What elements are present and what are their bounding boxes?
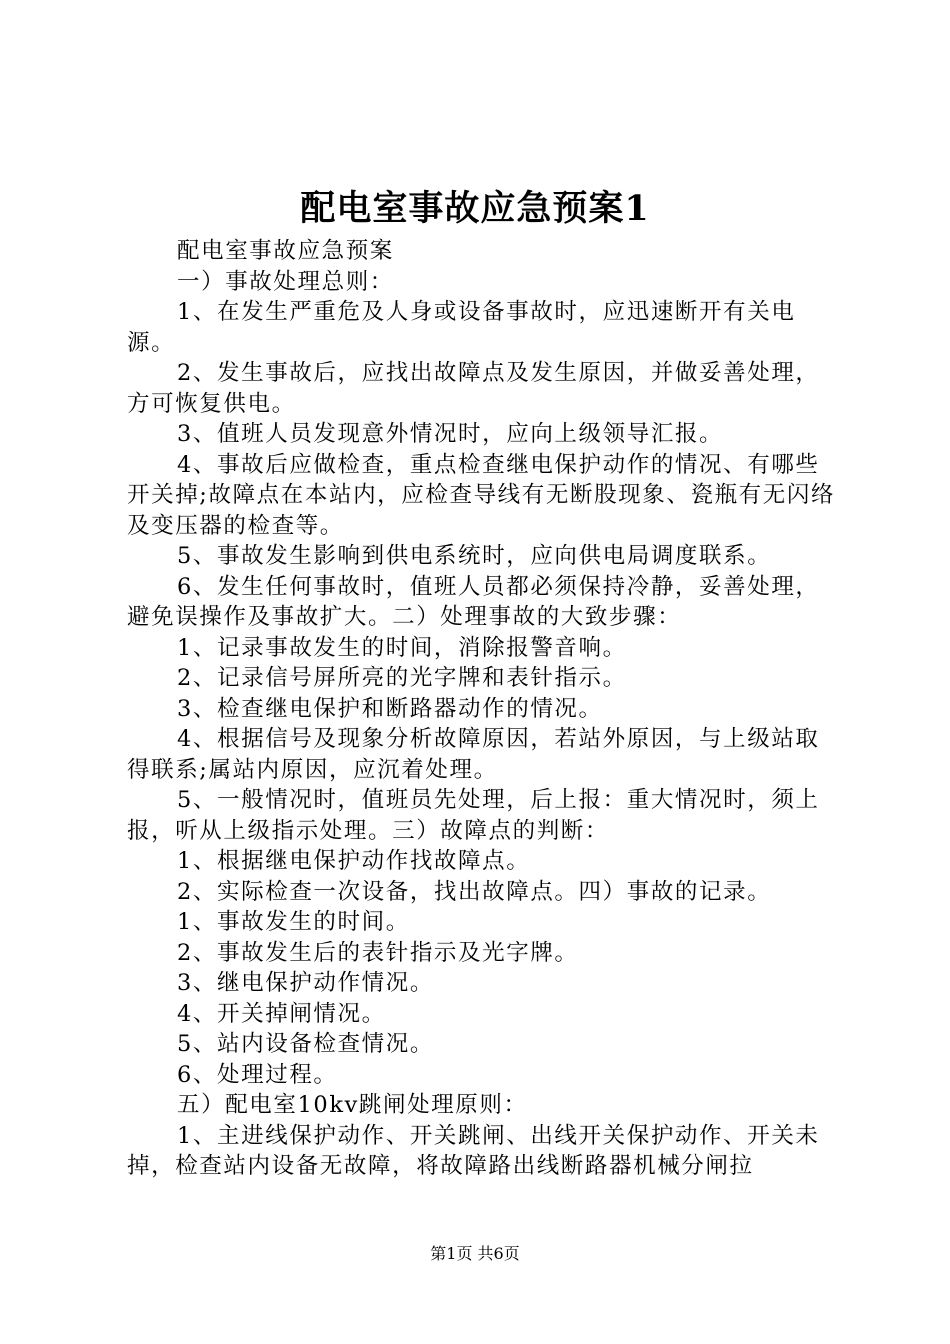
paragraph: 5、一般情况时，值班员先处理，后上报：重大情况时，须上报，听从上级指示处理。三）故障点的判断： <box>127 787 820 844</box>
paragraph: 4、开关掉闸情况。 <box>177 1000 386 1027</box>
paragraph: 2、发生事故后，应找出故障点及发生原因，并做妥善处理，方可恢复供电。 <box>127 360 820 417</box>
paragraph: 一）事故处理总则： <box>177 268 394 295</box>
document-title: 配电室事故应急预案1 <box>300 188 650 229</box>
paragraph: 6、发生任何事故时，值班人员都必须保持冷静，妥善处理，避免误操作及事故扩大。二）处理事故的大致步骤： <box>127 573 820 630</box>
document-body <box>127 236 839 1182</box>
paragraph: 5、站内设备检查情况。 <box>177 1031 434 1057</box>
page-footer: 第1页 共6页 <box>430 1244 520 1263</box>
paragraph: 3、继电保护动作情况。 <box>177 970 434 996</box>
paragraph: 6、处理过程。 <box>177 1061 338 1088</box>
paragraph: 1、主进线保护动作、开关跳闸、出线开关保护动作、开关未掉，检查站内设备无故障，将故障路出线断路器机械分闸拉 <box>127 1122 820 1179</box>
paragraph: 1、记录事故发生的时间，消除报警音响。 <box>177 634 627 661</box>
paragraph: 2、记录信号屏所亮的光字牌和表针指示。 <box>177 665 627 691</box>
paragraph: 1、在发生严重危及人身或设备事故时，应迅速断开有关电源。 <box>127 299 796 356</box>
paragraph: 2、实际检查一次设备，找出故障点。四）事故的记录。 <box>177 878 772 905</box>
paragraph: 配电室事故应急预案 <box>177 238 394 264</box>
paragraph: 2、事故发生后的表针指示及光字牌。 <box>177 939 579 966</box>
paragraph: 4、事故后应做检查，重点检查继电保护动作的情况、有哪些开关掉;故障点在本站内，应检查导线有无断股现象、瓷瓶有无闪络及变压器的检查等。 <box>127 451 836 539</box>
paragraph: 1、根据继电保护动作找故障点。 <box>177 848 531 874</box>
paragraph: 3、值班人员发现意外情况时，应向上级领导汇报。 <box>177 421 724 447</box>
paragraph: 1、事故发生的时间。 <box>177 909 410 935</box>
paragraph: 4、根据信号及现象分析故障原因，若站外原因，与上级站取得联系;属站内原因，应沉着处理。 <box>127 726 820 783</box>
paragraph: 五）配电室10kv跳闸处理原则： <box>177 1092 528 1118</box>
paragraph: 5、事故发生影响到供电系统时，应向供电局调度联系。 <box>177 543 772 569</box>
paragraph: 3、检查继电保护和断路器动作的情况。 <box>177 695 603 722</box>
